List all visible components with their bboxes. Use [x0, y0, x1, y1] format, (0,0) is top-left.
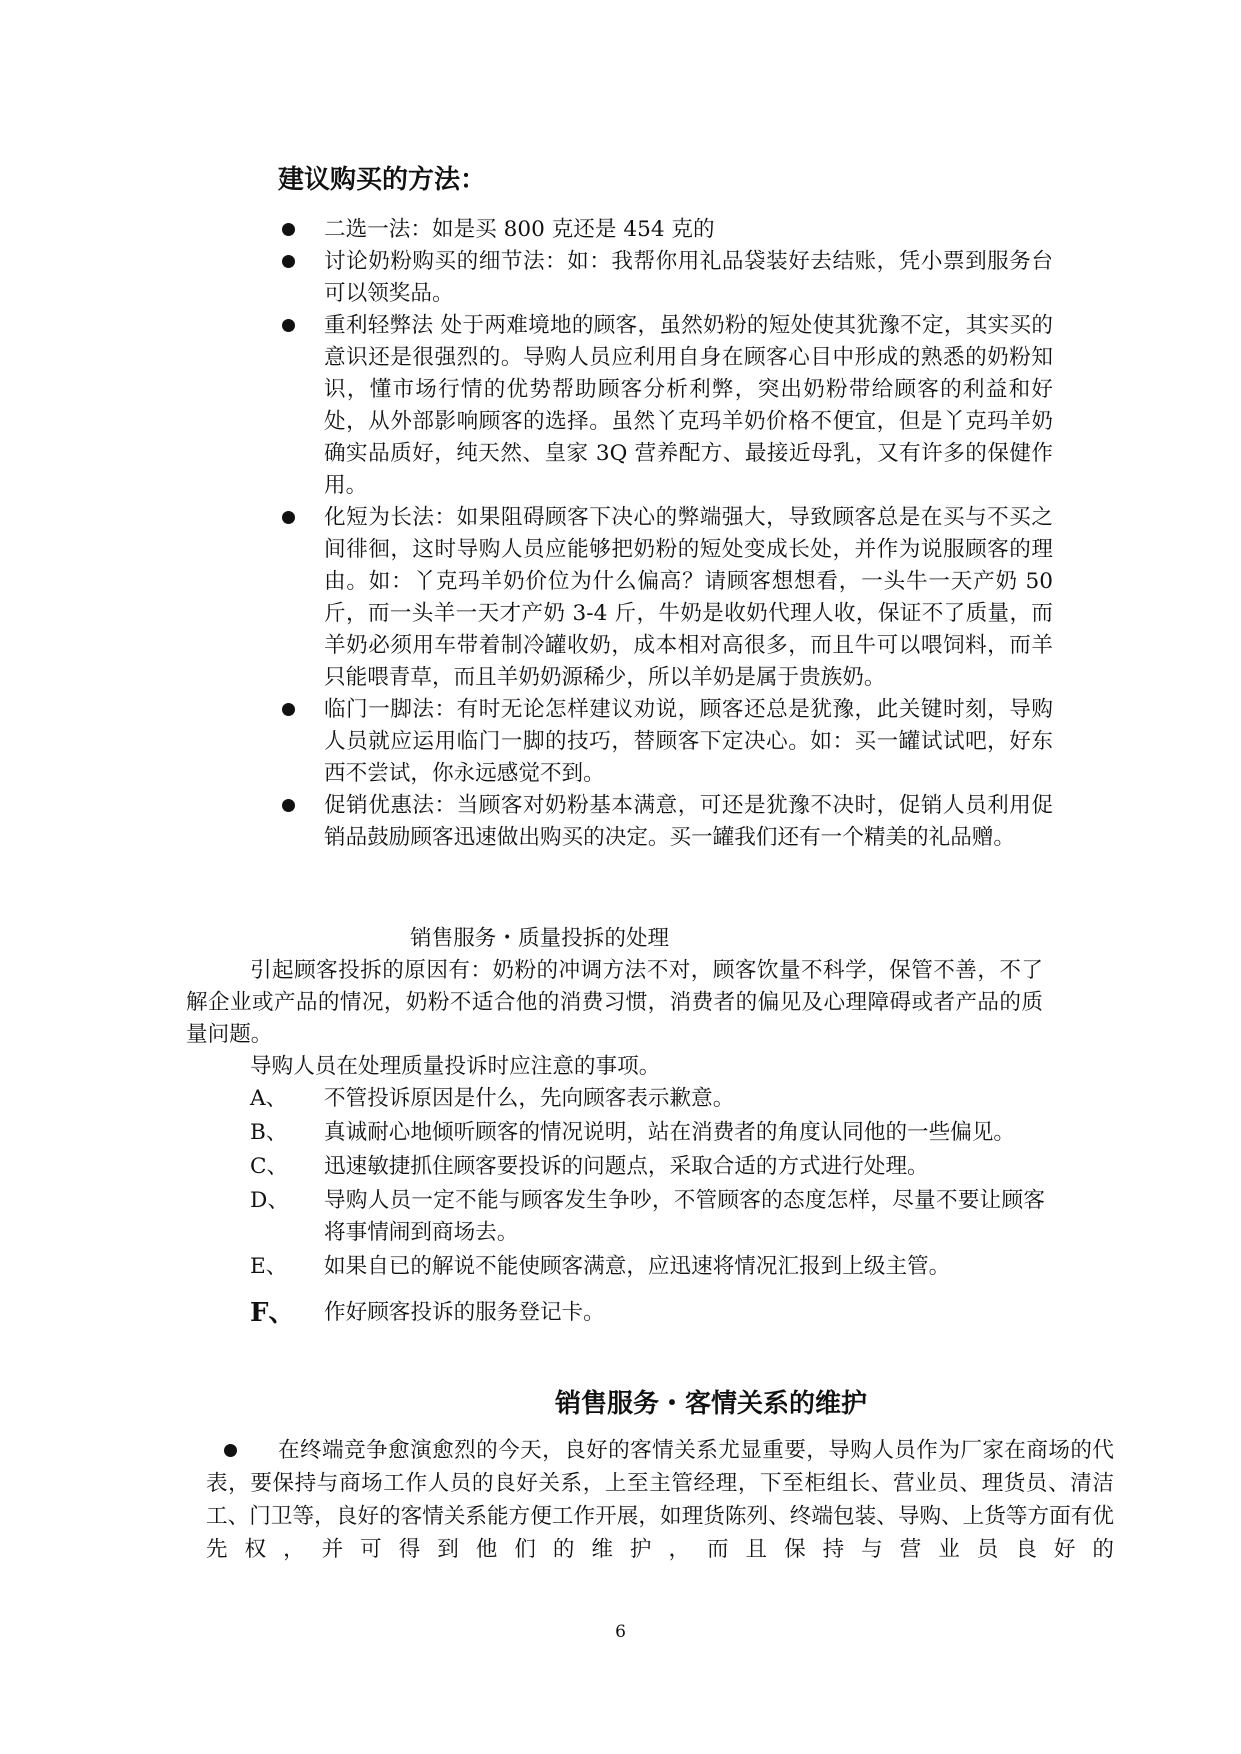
item-text: 作好顾客投诉的服务登记卡。 [324, 1300, 605, 1325]
item-text: 如果自已的解说不能使顾客满意，应迅速将情况汇报到上级主管。 [324, 1254, 951, 1279]
notice-intro: 导购人员在处理质量投诉时应注意的事项。 [250, 1054, 661, 1079]
notice-list [250, 1083, 1045, 1331]
list-item [250, 1117, 1045, 1149]
list-item [250, 1151, 1045, 1183]
item-marker: F、 [250, 1298, 295, 1328]
list-item [250, 1083, 1045, 1115]
list-item [278, 694, 1053, 790]
method-text: 二选一法：如是买 800 克还是 454 克的 [324, 217, 715, 242]
method-text: 临门一脚法：有时无论怎样建议劝说，顾客还总是犹豫，此关键时刻，导购人员就应运用临门一脚的技巧，替顾客下定决心。如：买一罐试试吧，好东西不尝试，你永远感觉不到。 [324, 697, 1053, 786]
page-number: 6 [615, 1622, 626, 1642]
bullet-dot-icon [282, 799, 295, 812]
complaint-cause-paragraph: 引起顾客投拆的原因有：奶粉的冲调方法不对，顾客饮量不科学，保管不善，不了解企业或产品的情况，奶粉不适合他的消费习惯，消费者的偏见及心理障碍或者产品的质量问题。 [186, 958, 1043, 1047]
item-text: 不管投诉原因是什么，先向顾客表示歉意。 [324, 1086, 735, 1111]
list-item [250, 1185, 1045, 1249]
bullet-dot-icon [282, 319, 295, 332]
section-heading-customer-relations: 销售服务・客情关系的维护 [555, 1389, 868, 1419]
item-text: 真诚耐心地倾听顾客的情况说明，站在消费者的角度认同他的一些偏见。 [324, 1120, 1016, 1145]
item-marker: C、 [250, 1154, 289, 1179]
item-text: 迅速敏捷抓住顾客要投诉的问题点，采取合适的方式进行处理。 [324, 1154, 929, 1179]
method-text: 化短为长法：如果阻碍顾客下决心的弊端强大，导致顾客总是在买与不买之间徘徊，这时导购人员应能够把奶粉的短处变成长处，并作为说服顾客的理由。如：丫克玛羊奶价位为什么偏高？请顾客想想看，一头牛一天产奶 50 斤，而一头羊一天才产奶 3-4 斤，牛奶是收奶代理人收，保证不了质量，而羊奶必须用车带着制冷罐收奶，成本相对高很多，而且牛可以喂饲料，而羊只能喂青草，而且羊奶奶源稀少，所以羊奶是属于贵族奶。 [324, 505, 1053, 690]
bullet-dot-icon [282, 703, 295, 716]
item-marker: A、 [250, 1086, 288, 1111]
relation-paragraph [206, 1434, 1114, 1566]
bullet-dot-icon [224, 1444, 237, 1457]
list-item [250, 1297, 1045, 1329]
item-marker: E、 [250, 1254, 288, 1279]
method-text: 讨论奶粉购买的细节法：如：我帮你用礼品袋装好去结账，凭小票到服务台可以领奖品。 [324, 249, 1053, 306]
list-item [278, 790, 1053, 854]
list-item [278, 214, 1053, 246]
relation-text: 在终端竞争愈演愈烈的今天，良好的客情关系尤显重要，导购人员作为厂家在商场的代表，要保持与商场工作人员的良好关系，上至主管经理，下至柜组长、营业员、理货员、清洁工、门卫等，良好的客情关系能方便工作开展，如理货陈列、终端包装、导购、上货等方面有优先权，并可得到他们的维护，而且保持与营业员良好的 [206, 1438, 1114, 1562]
item-marker: D、 [250, 1188, 289, 1213]
methods-list [278, 214, 1053, 854]
item-marker: B、 [250, 1120, 288, 1145]
bullet-dot-icon [282, 223, 295, 236]
list-item [250, 1251, 1045, 1283]
bullet-dot-icon [282, 255, 295, 268]
method-text: 促销优惠法：当顾客对奶粉基本满意，可还是犹豫不决时，促销人员利用促销品鼓励顾客迅速做出购买的决定。买一罐我们还有一个精美的礼品赠。 [324, 793, 1053, 850]
bullet-dot-icon [282, 511, 295, 524]
list-item [278, 246, 1053, 310]
section-subtitle-complaints: 销售服务・质量投拆的处理 [410, 926, 670, 951]
method-text: 重利轻弊法 处于两难境地的顾客，虽然奶粉的短处使其犹豫不定，其实买的意识还是很强烈的。导购人员应利用自身在顾客心目中形成的熟悉的奶粉知识，懂市场行情的优势帮助顾客分析利弊，突出奶粉带给顾客的利益和好处，从外部影响顾客的选择。虽然丫克玛羊奶价格不便宜，但是丫克玛羊奶确实品质好，纯天然、皇家 3Q 营养配方、最接近母乳，又有许多的保健作用。 [324, 313, 1053, 498]
item-text: 导购人员一定不能与顾客发生争吵，不管顾客的态度怎样，尽量不要让顾客将事情闹到商场去。 [324, 1188, 1045, 1245]
list-item [278, 310, 1053, 502]
list-item [278, 502, 1053, 694]
section-heading-purchase-methods: 建议购买的方法： [278, 165, 487, 195]
